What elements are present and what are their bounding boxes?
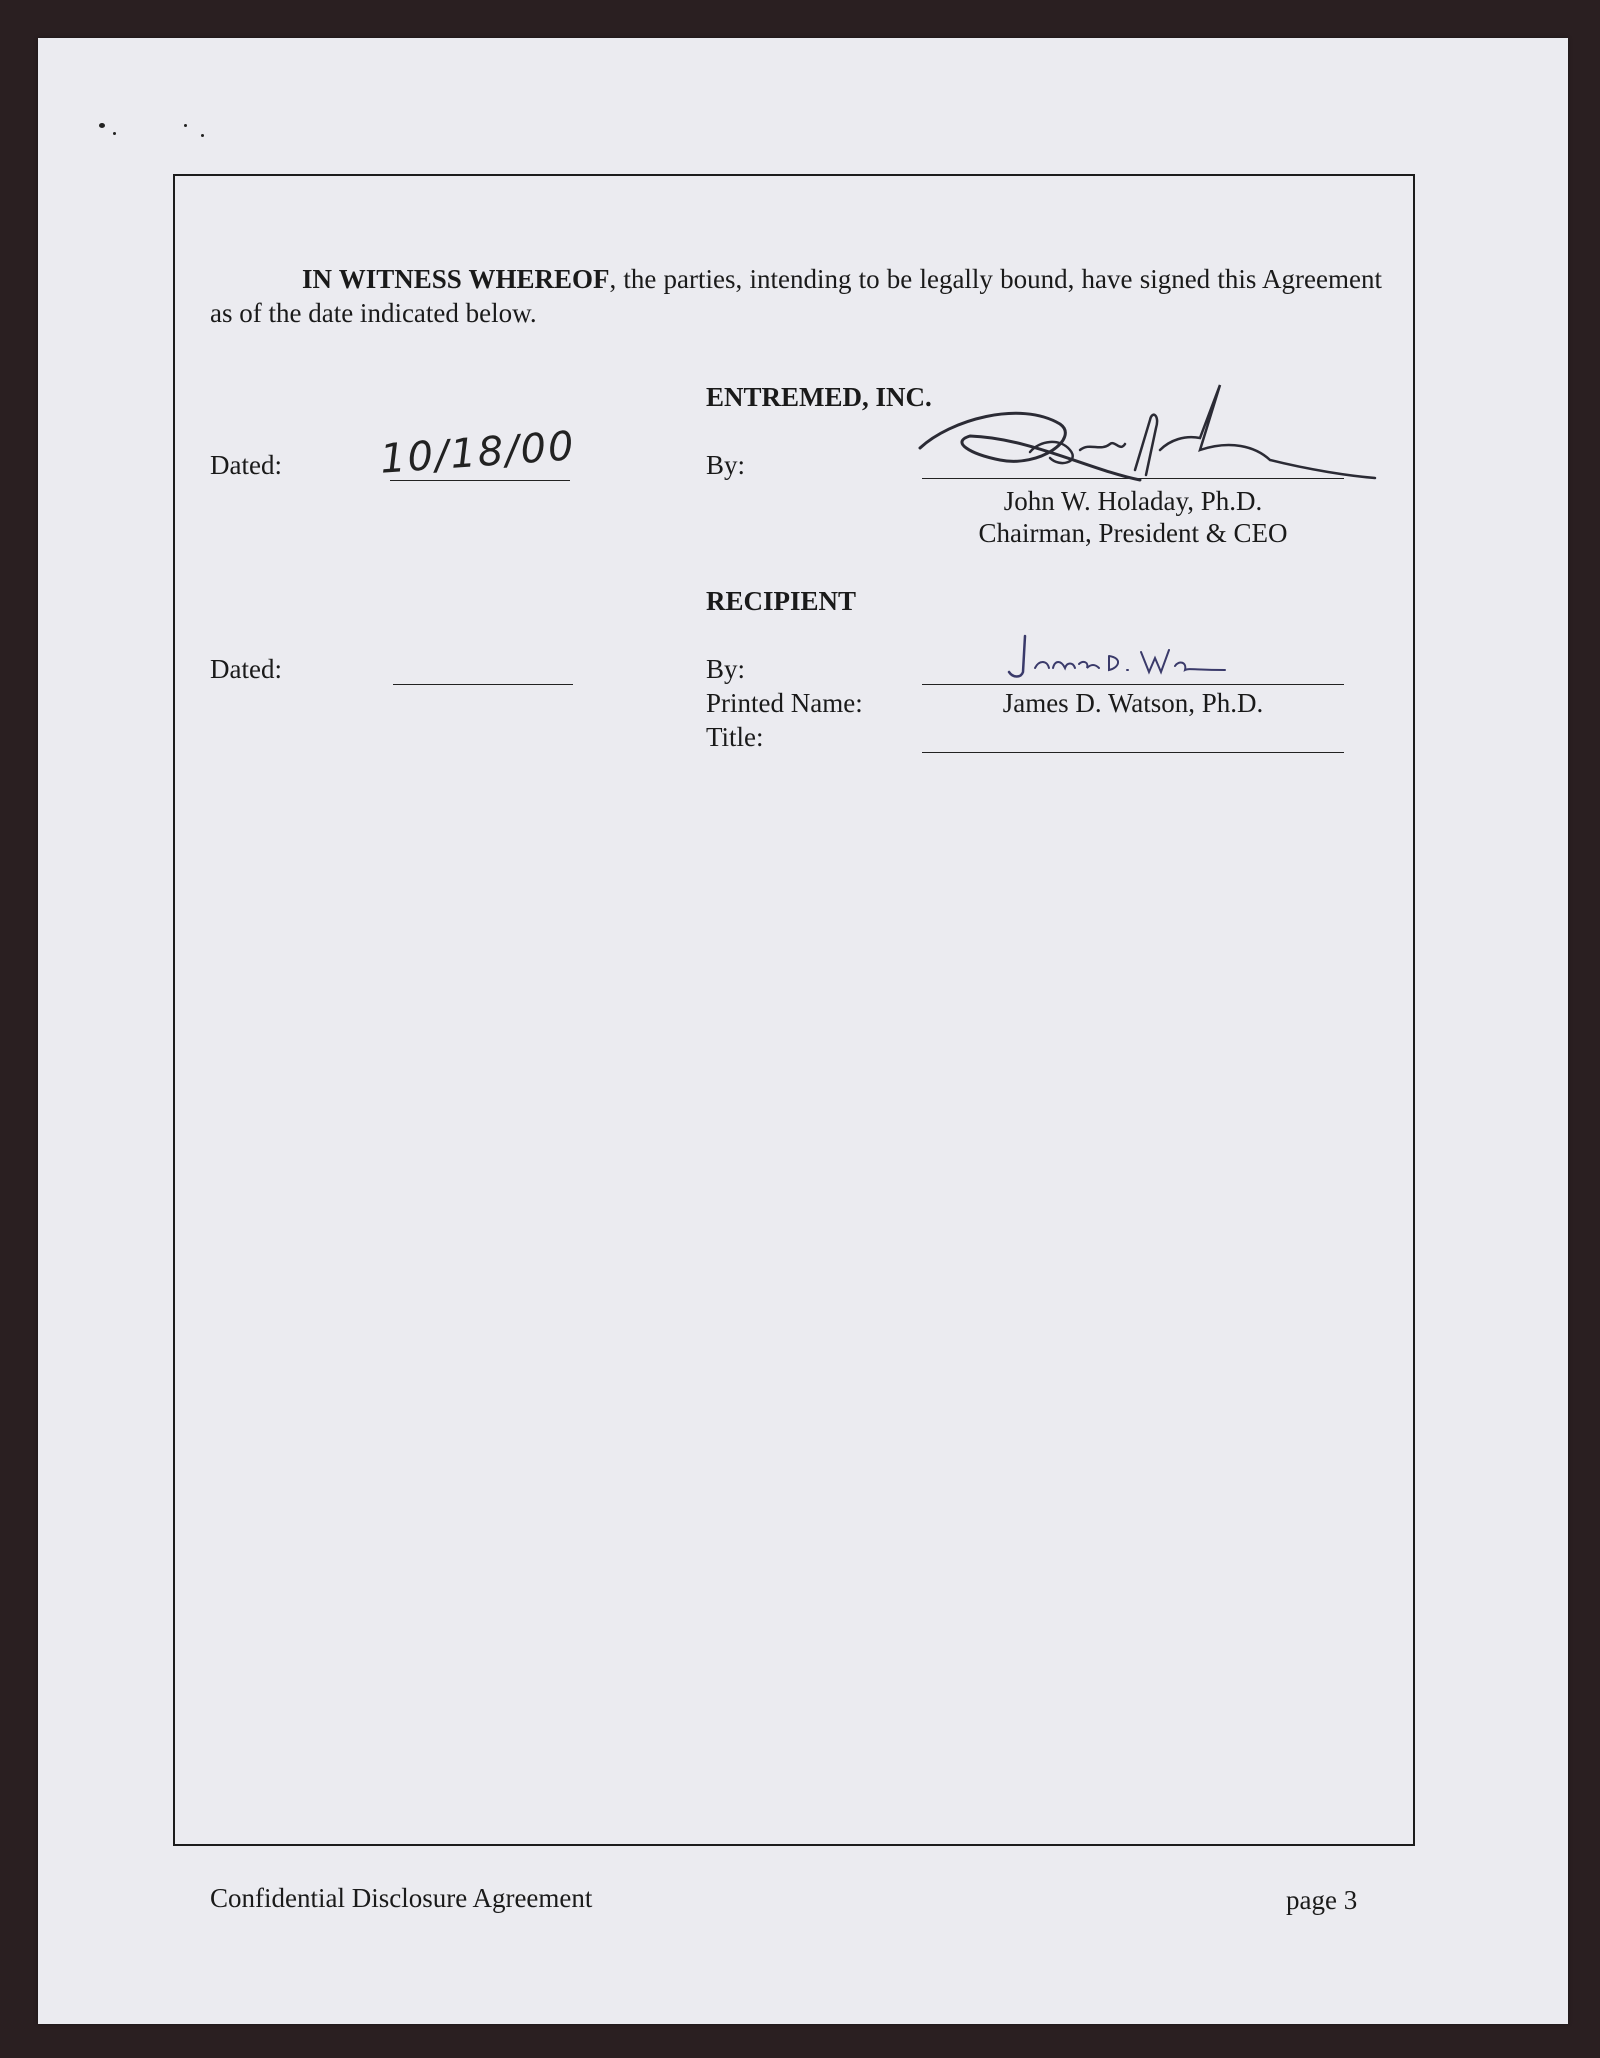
recipient-dated-line bbox=[393, 684, 573, 685]
company-heading: ENTREMED, INC. bbox=[706, 382, 932, 412]
title-label: Title: bbox=[706, 722, 764, 752]
witness-lead: IN WITNESS WHEREOF bbox=[302, 264, 610, 294]
paper-speck bbox=[99, 123, 105, 128]
witness-text: , the parties, intending to be legally bound, have signed this Agreement as of the date indicated below. bbox=[210, 264, 1383, 328]
company-signer-title: Chairman, President & CEO bbox=[978, 518, 1288, 548]
witness-paragraph bbox=[210, 262, 1382, 330]
recipient-heading: RECIPIENT bbox=[706, 586, 857, 616]
company-by-label: By: bbox=[706, 450, 746, 480]
company-dated-line bbox=[390, 480, 570, 481]
paper-speck bbox=[201, 134, 204, 137]
recipient-by-label: By: bbox=[706, 654, 746, 684]
recipient-dated-label: Dated: bbox=[210, 654, 282, 684]
company-signer-name: John W. Holaday, Ph.D. bbox=[1003, 486, 1263, 516]
printed-name-label: Printed Name: bbox=[706, 688, 863, 718]
company-dated-handwritten: 10/18/00 bbox=[378, 423, 578, 483]
paper-speck bbox=[113, 132, 116, 135]
holaday-signature bbox=[910, 380, 1380, 500]
printed-name-value: James D. Watson, Ph.D. bbox=[1002, 688, 1264, 718]
watson-signature bbox=[995, 628, 1235, 688]
footer-page-number: page 3 bbox=[1286, 1885, 1358, 1915]
title-line bbox=[922, 752, 1344, 753]
paper-speck bbox=[184, 124, 187, 127]
company-dated-label: Dated: bbox=[210, 450, 282, 480]
footer-title: Confidential Disclosure Agreement bbox=[210, 1883, 593, 1913]
